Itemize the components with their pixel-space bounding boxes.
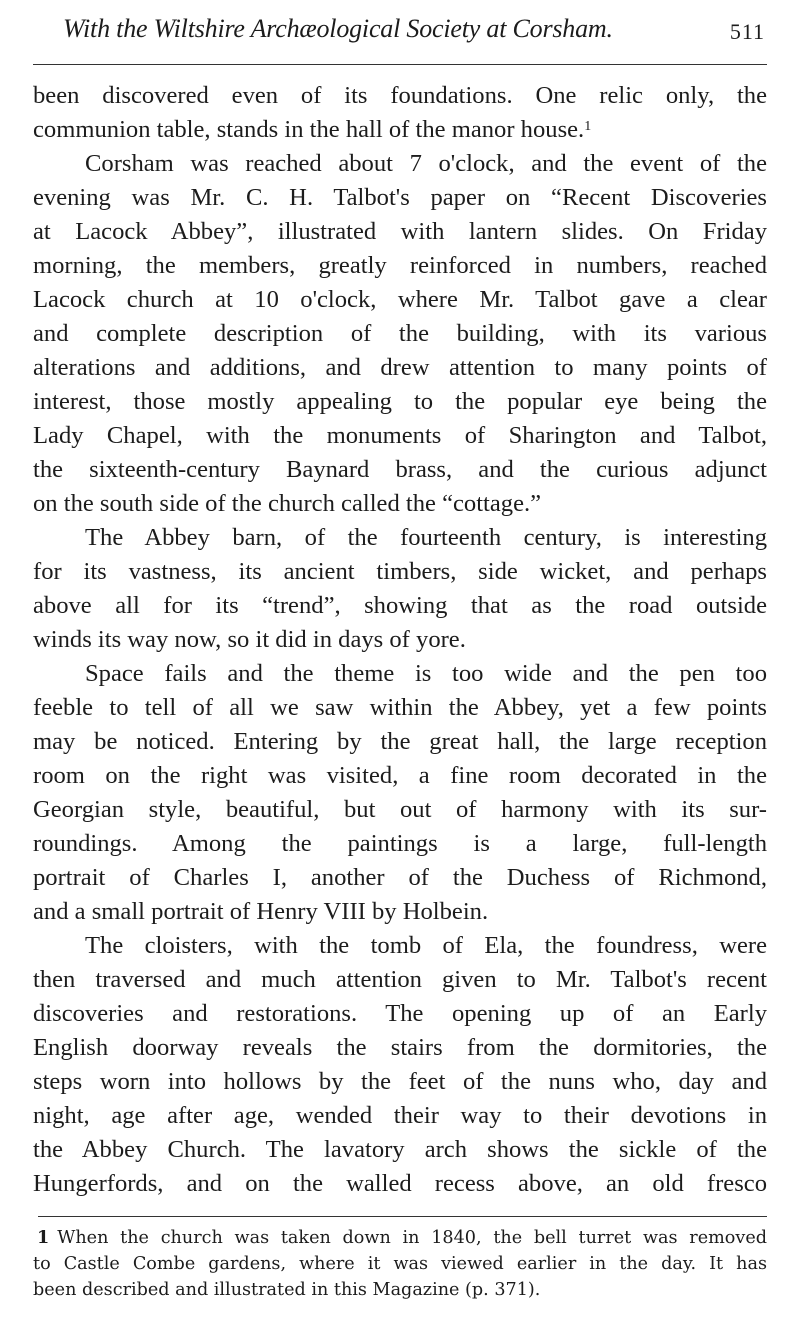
line-text: Georgian style, beautiful, but out of harmony with its sur- — [33, 796, 767, 823]
line-text: winds its way now, so it did in days of yore. — [33, 626, 466, 653]
text-line — [33, 1099, 767, 1133]
text-line — [33, 1065, 767, 1099]
body-text — [33, 79, 767, 1201]
line-text: The Abbey barn, of the fourteenth century, is interesting — [85, 524, 767, 551]
line-text: morning, the members, greatly reinforced in numbers, reached — [33, 252, 767, 279]
text-line — [33, 929, 767, 963]
paragraph — [33, 929, 767, 1201]
text-line — [33, 861, 767, 895]
line-text: evening was Mr. C. H. Talbot's paper on “Recent Discoveries — [33, 184, 767, 211]
line-text: at Lacock Abbey”, illustrated with lantern slides. On Friday — [33, 218, 767, 245]
line-text: Lady Chapel, with the monuments of Sharington and Talbot, — [33, 422, 767, 449]
text-line — [33, 623, 767, 657]
text-line — [33, 963, 767, 997]
line-text: feeble to tell of all we saw within the Abbey, yet a few points — [33, 694, 767, 721]
line-text: roundings. Among the paintings is a large, full-length — [33, 830, 767, 857]
paragraph — [33, 147, 767, 521]
line-text: Space fails and the theme is too wide and the pen too — [85, 660, 767, 687]
line-text: and complete description of the building, with its various — [33, 320, 767, 347]
line-text: room on the right was visited, a fine room decorated in the — [33, 762, 767, 789]
footnote-line — [33, 1225, 767, 1251]
footnote-marker: 1 — [37, 1227, 50, 1248]
footnote-line — [33, 1251, 767, 1277]
line-text: interest, those mostly appealing to the popular eye being the — [33, 388, 767, 415]
text-line — [33, 419, 767, 453]
line-text: the sixteenth-century Baynard brass, and the curious adjunct — [33, 456, 767, 483]
line-text: then traversed and much attention given to Mr. Talbot's recent — [33, 966, 767, 993]
footnote-reference: 1 — [584, 119, 592, 134]
text-line — [33, 215, 767, 249]
line-text: been discovered even of its foundations. One relic only, the — [33, 82, 767, 109]
line-text: discoveries and restorations. The opening up of an Early — [33, 1000, 767, 1027]
footnote-text: to Castle Combe gardens, where it was viewed earlier in the day. It has — [33, 1254, 767, 1274]
line-text: on the south side of the church called the “cottage.” — [33, 490, 542, 517]
running-header — [33, 8, 767, 58]
footnote-rule — [38, 1216, 767, 1217]
text-line — [33, 555, 767, 589]
text-line — [33, 827, 767, 861]
text-line — [33, 895, 767, 929]
line-text: Hungerfords, and on the walled recess above, an old fresco — [33, 1170, 767, 1197]
line-text: steps worn into hollows by the feet of the nuns who, day and — [33, 1068, 767, 1095]
footnotes — [33, 1225, 767, 1303]
text-line — [33, 79, 767, 113]
line-text: night, age after age, wended their way to their devotions in — [33, 1102, 767, 1129]
text-line — [33, 351, 767, 385]
line-text: portrait of Charles I, another of the Duchess of Richmond, — [33, 864, 767, 891]
text-line — [33, 1133, 767, 1167]
line-text: may be noticed. Entering by the great hall, the large reception — [33, 728, 767, 755]
line-text: alterations and additions, and drew attention to many points of — [33, 354, 767, 381]
text-line — [33, 759, 767, 793]
text-line — [33, 147, 767, 181]
line-text: and a small portrait of Henry VIII by Holbein. — [33, 898, 489, 925]
text-line — [33, 997, 767, 1031]
footnote-text: When the church was taken down in 1840, the bell turret was removed — [57, 1228, 767, 1248]
text-line — [33, 453, 767, 487]
line-text: Lacock church at 10 o'clock, where Mr. Talbot gave a clear — [33, 286, 767, 313]
text-line — [33, 249, 767, 283]
line-text: The cloisters, with the tomb of Ela, the foundress, were — [85, 932, 767, 959]
page-number: 511 — [729, 19, 765, 44]
running-title: With the Wiltshire Archæological Society at Corsham. — [63, 14, 613, 43]
text-line — [33, 181, 767, 215]
line-text: English doorway reveals the stairs from the dormitories, the — [33, 1034, 767, 1061]
paragraph — [33, 657, 767, 929]
text-line — [33, 487, 767, 521]
line-text: above all for its “trend”, showing that as the road outside — [33, 592, 767, 619]
text-line — [33, 113, 767, 147]
text-line — [33, 793, 767, 827]
text-line — [33, 1167, 767, 1201]
paragraph — [33, 79, 767, 147]
text-line — [33, 1031, 767, 1065]
line-text: communion table, stands in the hall of the manor house. — [33, 116, 585, 143]
text-line — [33, 691, 767, 725]
line-text: Corsham was reached about 7 o'clock, and the event of the — [85, 150, 767, 177]
footnote-line — [33, 1277, 767, 1303]
text-line — [33, 725, 767, 759]
text-line — [33, 317, 767, 351]
header-rule — [33, 64, 767, 65]
text-line — [33, 521, 767, 555]
text-line — [33, 283, 767, 317]
text-line — [33, 657, 767, 691]
text-line — [33, 385, 767, 419]
line-text: for its vastness, its ancient timbers, side wicket, and perhaps — [33, 558, 767, 585]
footnote-text: been described and illustrated in this Magazine (p. 371). — [33, 1280, 541, 1300]
line-text: the Abbey Church. The lavatory arch shows the sickle of the — [33, 1136, 767, 1163]
paragraph — [33, 521, 767, 657]
text-line — [33, 589, 767, 623]
